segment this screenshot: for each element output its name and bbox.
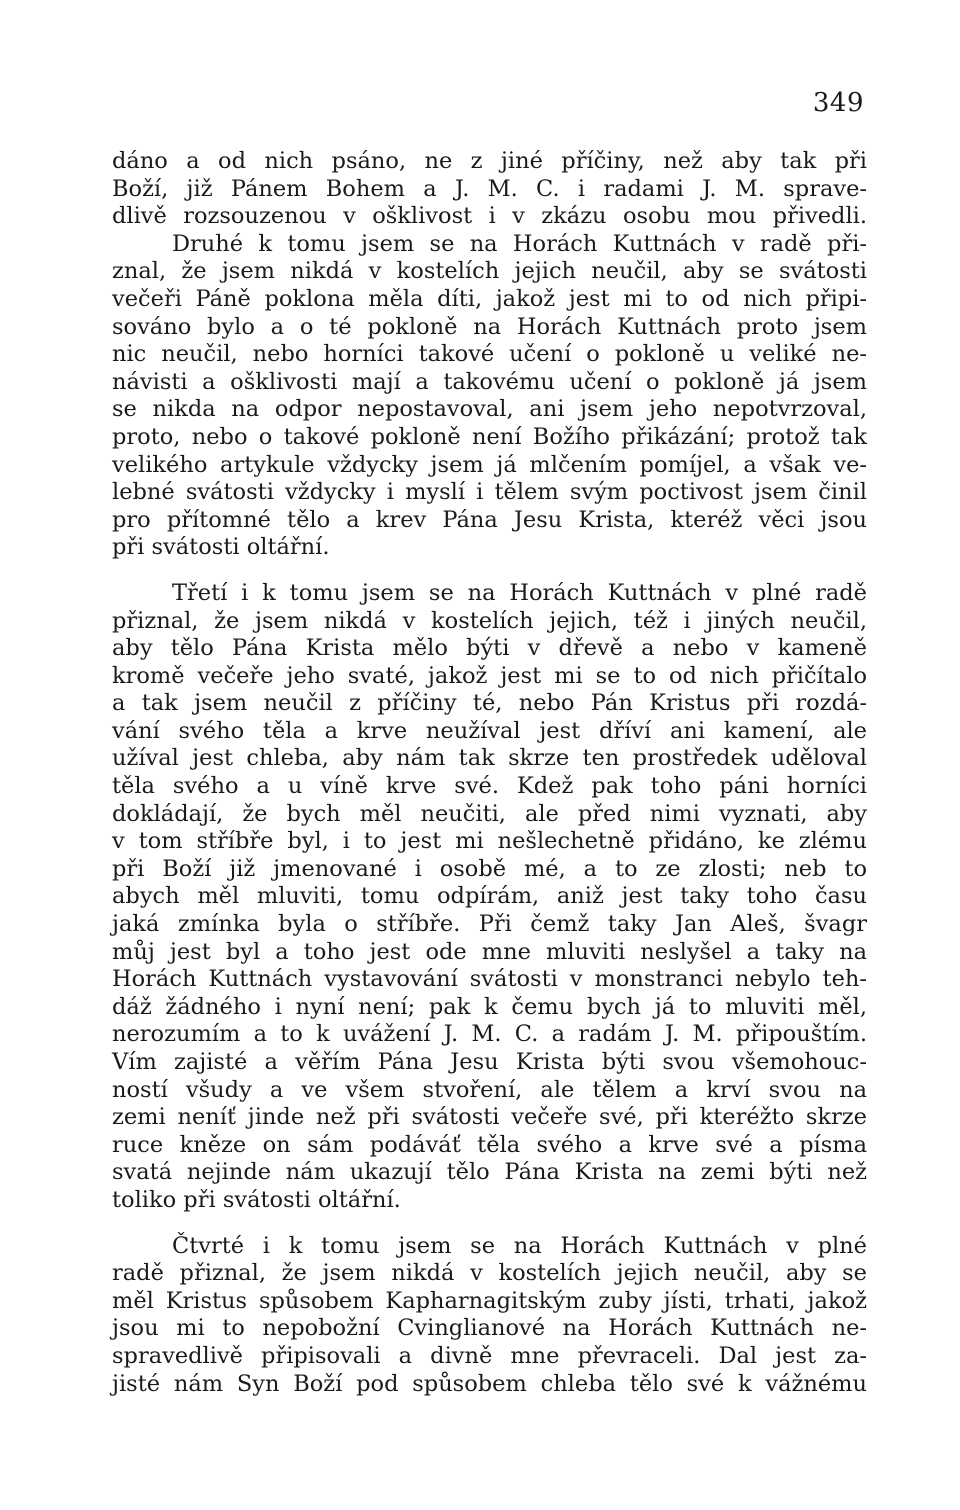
text-line: dáno a od nich psáno, ne z jiné příčiny, než aby tak při xyxy=(112,148,867,174)
paragraph xyxy=(112,148,867,562)
text-line: přiznal, že jsem nikdá v kostelích jejich, též i jiných neučil, xyxy=(112,607,867,634)
text-line: večeři Páně poklona měla díti, jakož jest mi to od nich připi- xyxy=(112,285,867,312)
text-line: kromě večeře jeho svaté, jakož jest mi se to od nich přičítalo xyxy=(112,662,867,689)
text-line: nic neučil, nebo horníci takové učení o pokloně u veliké ne- xyxy=(112,341,867,368)
text-line: se nikda na odpor nepostavoval, ani jsem jeho nepotvrzoval, xyxy=(112,396,867,423)
text-line: užíval jest chleba, aby nám tak skrze ten prostředek uděloval xyxy=(112,745,867,772)
text-line: ností všudy a ve všem stvoření, ale tělem a krví svou na xyxy=(112,1076,867,1103)
text-line: svatá nejinde nám ukazují tělo Pána Krista na zemi býti než xyxy=(112,1159,867,1186)
text-line: Druhé k tomu jsem se na Horách Kuttnách v radě při- xyxy=(172,230,867,257)
body-text xyxy=(112,148,867,1398)
text-line: při svátosti oltářní. xyxy=(112,534,330,561)
text-line: Vím zajisté a věřím Pána Jesu Krista býti svou všemohouc- xyxy=(112,1049,867,1075)
text-line: Boží, již Pánem Bohem a J. M. C. i radami J. M. sprave- xyxy=(112,175,867,202)
text-line: Třetí i k tomu jsem se na Horách Kuttnách v plné radě xyxy=(172,579,867,606)
paragraph-gap xyxy=(112,562,867,580)
text-line: jsou mi to nepobožní Cvinglianové na Horách Kuttnách ne- xyxy=(112,1315,867,1342)
paragraph xyxy=(112,1233,867,1399)
text-line: jaká zmínka byla o stříbře. Při čemž taky Jan Aleš, švagr xyxy=(112,911,867,938)
text-line: ruce kněze on sám podáváť těla svého a krve své a písma xyxy=(112,1131,867,1158)
text-line: měl Kristus spůsobem Kapharnagitským zuby jísti, trhati, jakož xyxy=(112,1287,867,1314)
text-line: radě přiznal, že jsem nikdá v kostelích jejich neučil, aby se xyxy=(112,1260,867,1287)
text-line: lebné svátosti vždycky i myslí i tělem svým poctivost jsem činil xyxy=(112,479,867,506)
text-line: spravedlivě připisovali a divně mne převraceli. Dal jest za- xyxy=(112,1342,867,1369)
text-line: pro přítomné tělo a krev Pána Jesu Krista, kteréž věci jsou xyxy=(112,506,867,533)
page-number: 349 xyxy=(812,88,864,118)
paragraph xyxy=(112,580,867,1215)
text-line: návisti a ošklivosti mají a takovému učení o pokloně já jsem xyxy=(112,368,867,395)
text-line: vání svého těla a krve neužíval jest dříví ani kamení, ale xyxy=(112,717,867,744)
text-line: těla svého a u víně krve své. Kdež pak toho páni horníci xyxy=(112,773,867,800)
text-line: jisté nám Syn Boží pod spůsobem chleba tělo své k vážnému xyxy=(112,1370,867,1397)
text-line: abych měl mluviti, tomu odpírám, aniž jest taky toho času xyxy=(112,883,867,910)
text-line: při Boží již jmenované i osobě mé, a to ze zlosti; neb to xyxy=(112,855,867,882)
text-line: znal, že jsem nikdá v kostelích jejich neučil, aby se svátosti xyxy=(112,258,867,285)
text-line: dlivě rozsouzenou v ošklivost i v zkázu osobu mou přivedli. xyxy=(112,203,867,230)
text-line: dokládají, že bych měl neučiti, ale před nimi vyznati, aby xyxy=(112,800,867,827)
text-line: nerozumím a to k uvážení J. M. C. a radám J. M. připouštím. xyxy=(112,1021,867,1048)
text-line: aby tělo Pána Krista mělo býti v dřevě a nebo v kameně xyxy=(112,635,867,662)
text-line: Čtvrté i k tomu jsem se na Horách Kuttnách v plné xyxy=(172,1232,867,1259)
text-line: sováno bylo a o té pokloně na Horách Kuttnách proto jsem xyxy=(112,313,867,340)
text-line: velikého artykule vždycky jsem já mlčením pomíjel, a však ve- xyxy=(112,451,867,478)
text-line: dáž žádného i nyní není; pak k čemu bych já to mluviti měl, xyxy=(112,993,867,1020)
text-line: proto, nebo o takové pokloně není Božího přikázání; protož tak xyxy=(112,423,867,450)
text-line: můj jest byl a toho jest ode mne mluviti neslyšel a taky na xyxy=(112,938,867,965)
text-line: a tak jsem neučil z příčiny té, nebo Pán Kristus při rozdá- xyxy=(112,690,867,717)
text-line: Horách Kuttnách vystavování svátosti v monstranci nebylo teh- xyxy=(112,966,867,993)
paragraph-gap xyxy=(112,1215,867,1233)
text-line: toliko při svátosti oltářní. xyxy=(112,1186,401,1213)
text-line: zemi neníť jinde než při svátosti večeře své, při kteréžto skrze xyxy=(112,1104,867,1131)
text-line: v tom stříbře byl, i to jest mi nešlechetně přidáno, ke zlému xyxy=(112,828,867,855)
